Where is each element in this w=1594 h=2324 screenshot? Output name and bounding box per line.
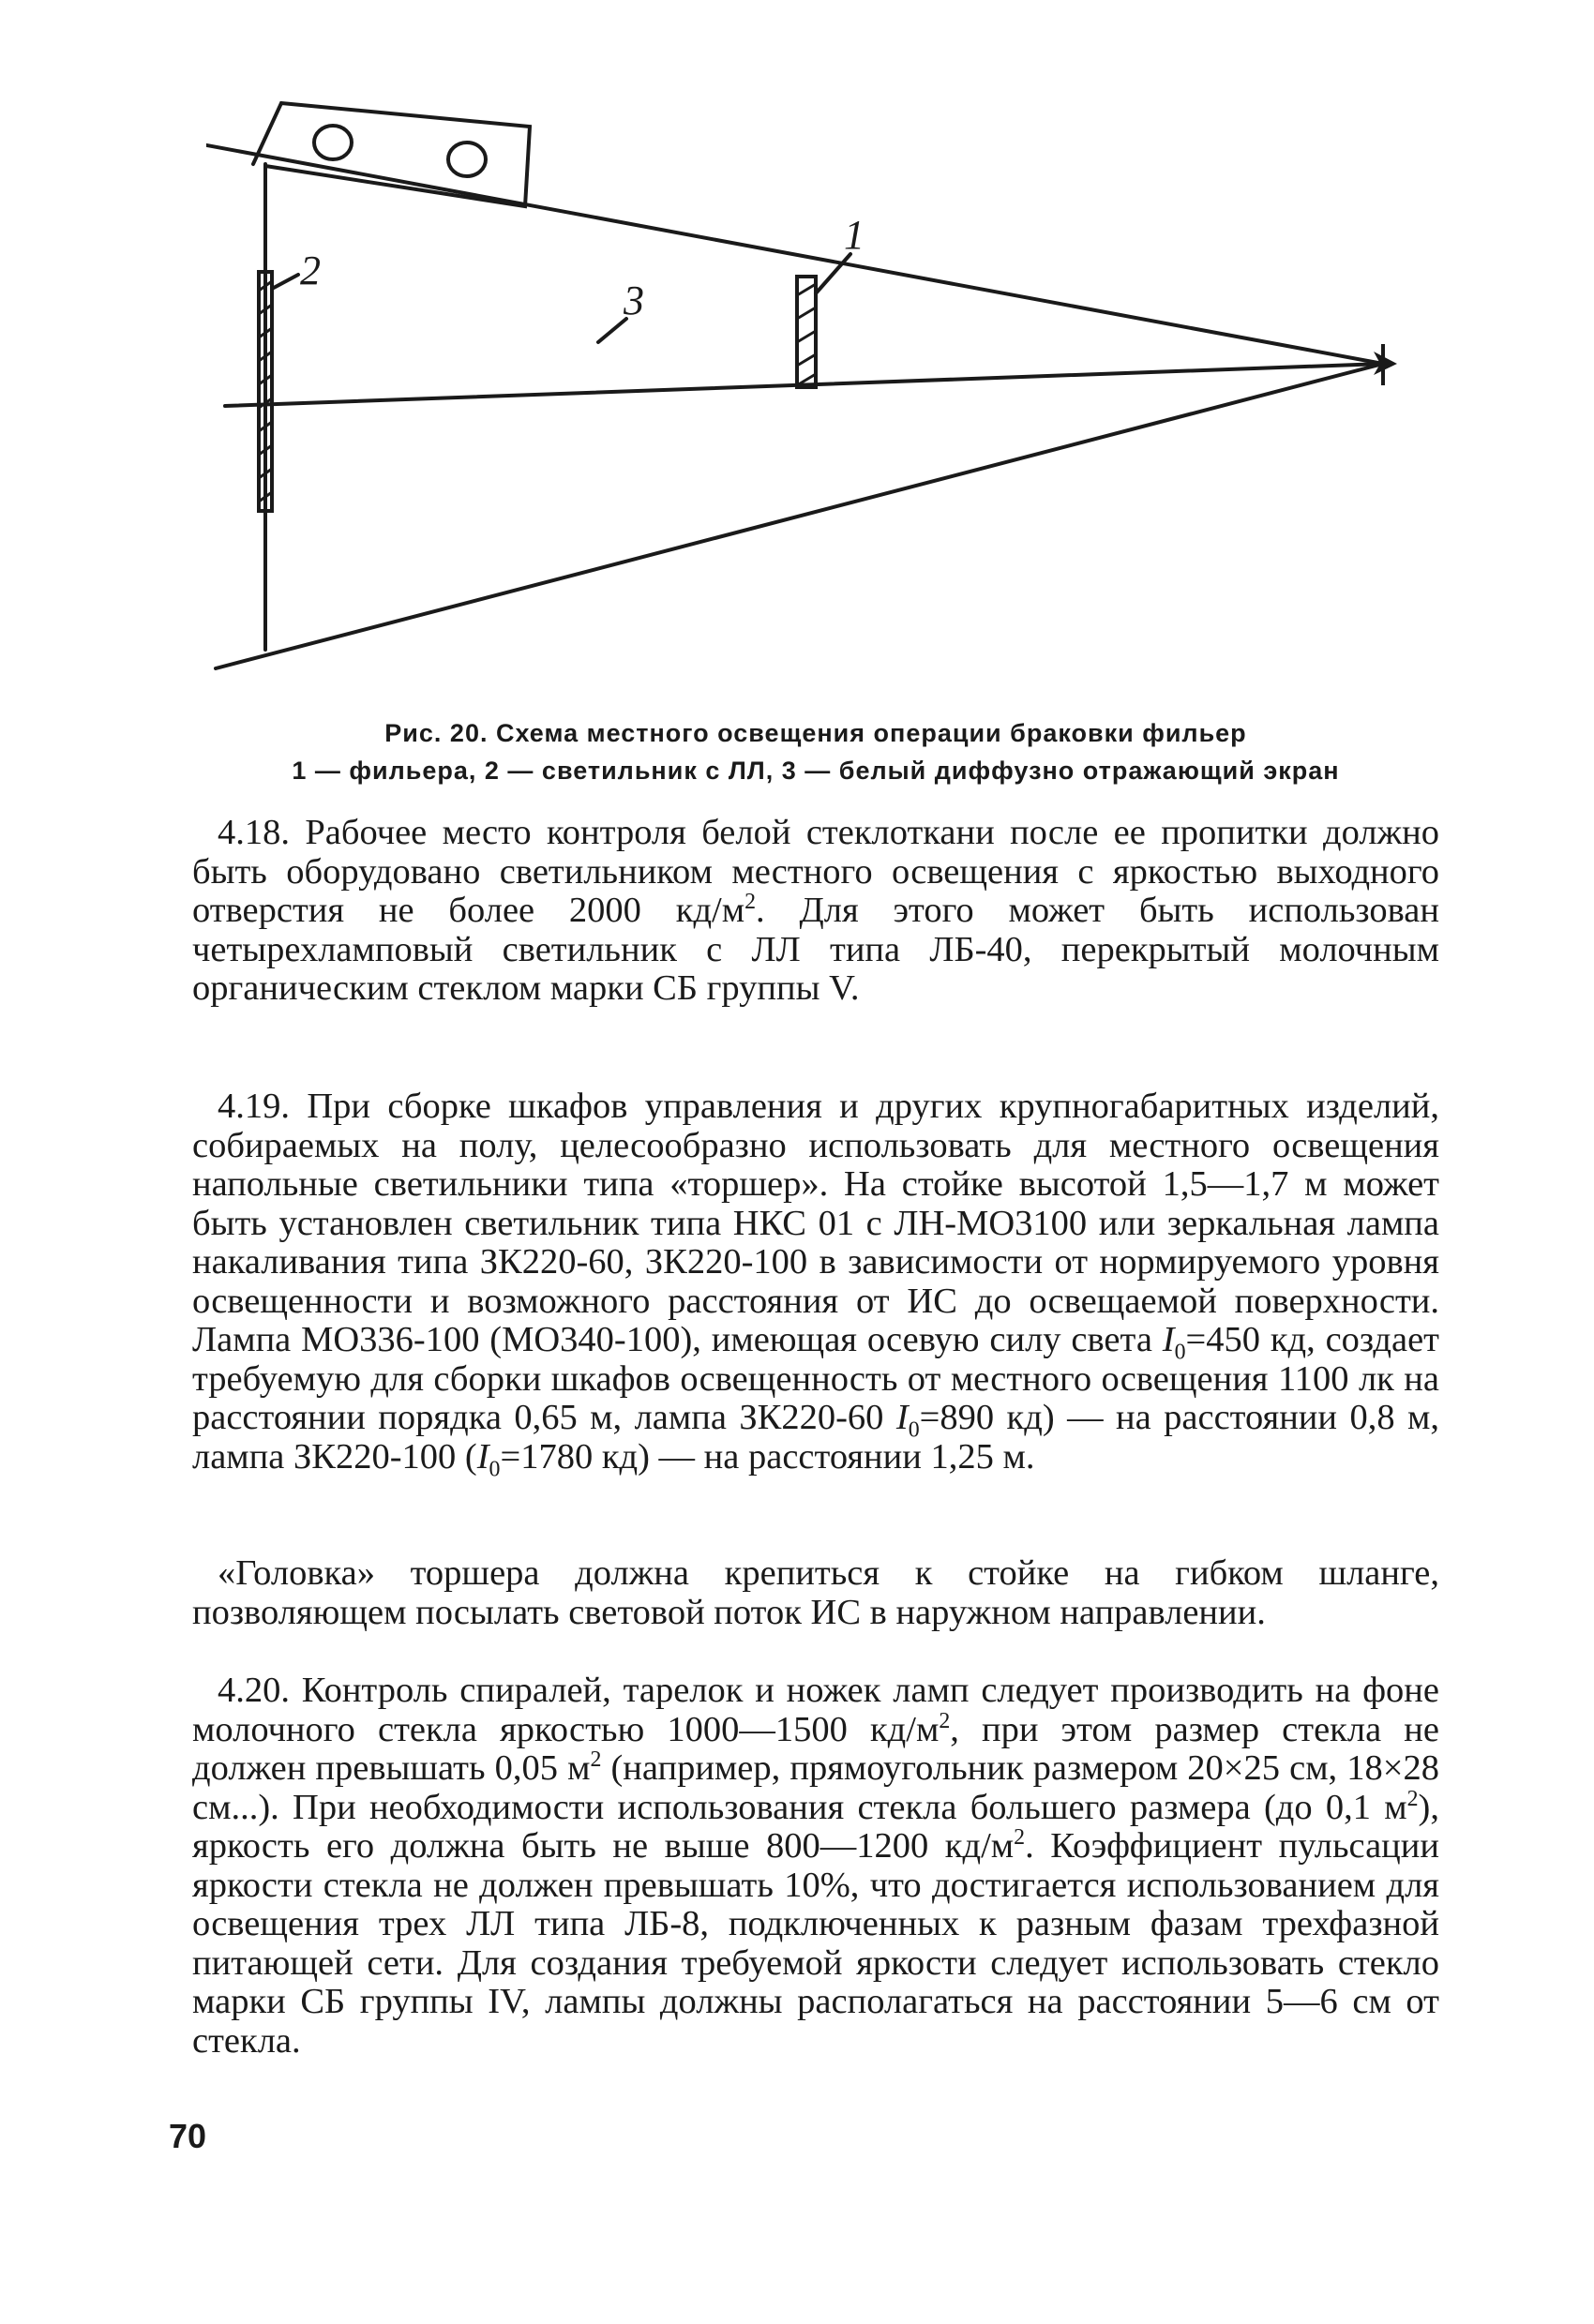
lamp-housing [253,103,530,206]
paragraph-torsher-head: «Головка» торшера должна крепиться к стойке на гибком шланге, позволяющем посылать световой поток ИС в наружном направлении. [192,1553,1439,1632]
axis-line [225,364,1383,406]
upper-ray-line [206,143,1383,364]
page-number: 70 [169,2117,207,2155]
lighting-scheme-diagram [206,89,1425,670]
lower-ray-line [216,364,1383,668]
figure-caption-legend: 1 — фильера, 2 — светильник с ЛЛ, 3 — белый диффузно отражающий экран [292,757,1340,785]
lamp-circle-right [448,142,486,176]
label-2: 2 [300,247,321,293]
figure-caption-title: Рис. 20. Схема местного освещения операции браковки фильер [384,719,1247,747]
paragraph-4-19: 4.19. При сборке шкафов управления и других крупногабаритных изделий, собираемых на полу, целесообразно использовать для местного освещения напольные светильники типа «торшер». На стойке высотой 1,5—1,7 м может быть установлен светильник типа НКС 01 с ЛН-МО3100 или зеркальная лампа накаливания типа ЗК220-60, ЗК220-100 в зависимости от нормируемого уровня освещенности и возможного расстояния от ИС до освещаемой поверхности. Лампа МО336-100 (МО340-100), имеющая осевую силу света $I_0=450$ кд, создает требуемую для сборки шкафов освещенность от местного освещения 1100 лк на расстоянии порядка 0,65 м, лампа ЗК220-60 $I_0=890$ кд) — на расстоянии 0,8 м, лампа ЗК220-100 ($I_0=1780$ кд) — на расстоянии 1,25 м. [192,1087,1440,1482]
paragraph-4-18: 4.18. Рабочее место контроля белой стеклоткани после ее пропитки должно быть оборудовано светильником местного освещения с яркостью выходного отверстия не более 2000 $кд/м^2$. Для этого может быть использован четырехламповый светильник с ЛЛ типа ЛБ-40, перекрытый молочным органическим стеклом марки СБ группы V. [192,813,1439,1008]
leader-line-3 [598,319,626,342]
leader-line-2 [272,275,298,289]
label-1: 1 [844,212,865,258]
label-3: 3 [624,277,644,323]
lamp-circle-left [314,126,352,159]
paragraph-4-20: 4.20. Контроль спиралей, тарелок и ножек ламп следует производить на фоне молочного стекла яркостью 1000—1500 $кд/м^2$, при этом размер стекла не должен превышать 0,05 $м^2$ (например, прямоугольник размером 20×25 см, 18×28 см...). При необходимости использования стекла большего размера (до 0,1 $м^2$), яркость его должна быть не выше 800—1200 $кд/м^2$. Коэффициент пульсации яркости стекла не должен превышать 10%, что достигается использованием для освещения трех ЛЛ типа ЛБ-8, подключенных к разным фазам трехфазной питающей сети. Для создания требуемой яркости следует использовать стекло марки СБ группы IV, лампы должны располагаться на расстоянии 5—6 см от стекла. [192,1671,1439,2061]
